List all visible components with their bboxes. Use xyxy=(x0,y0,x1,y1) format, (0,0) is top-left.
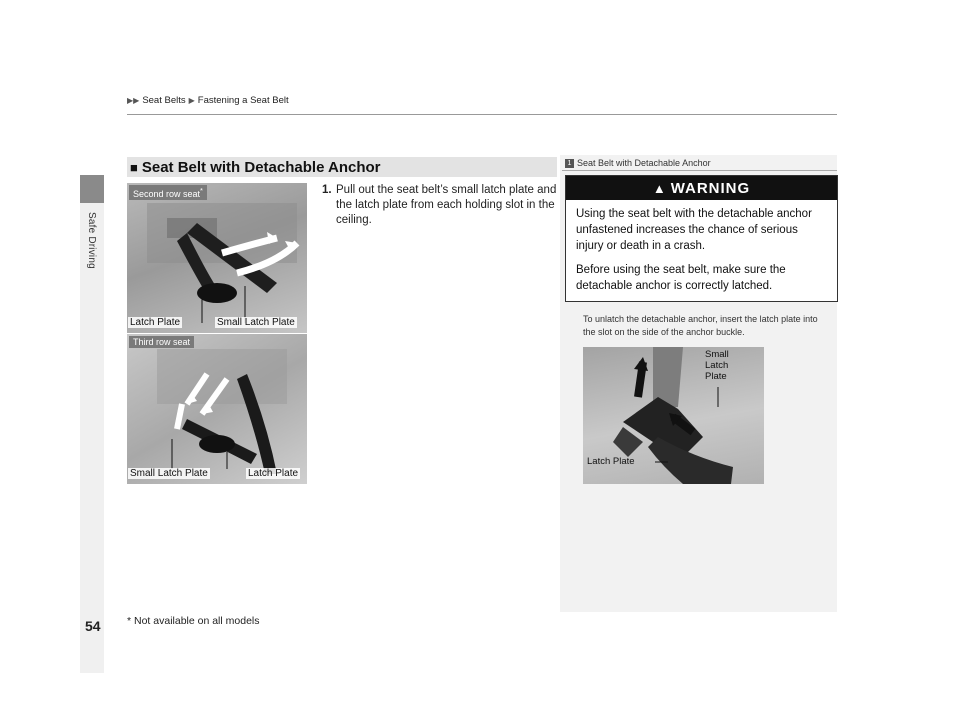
breadcrumb-arrow-icon: ▶▶ xyxy=(127,96,140,105)
ceiling-illustration xyxy=(127,334,307,484)
note-number-icon: 1 xyxy=(565,159,574,168)
label-latch-plate: Latch Plate xyxy=(587,456,635,467)
warning-box xyxy=(565,175,838,302)
warning-header xyxy=(566,176,837,200)
anchor-buckle-photo xyxy=(583,347,764,484)
note-title: Seat Belt with Detachable Anchor xyxy=(577,158,711,168)
breadcrumb-arrow-icon: ▶ xyxy=(188,96,195,105)
footnote: * Not available on all models xyxy=(127,615,260,627)
unlatch-instructions: To unlatch the detachable anchor, insert the latch plate into the slot on the side of the anchor buckle. xyxy=(583,314,818,337)
page-number: 54 xyxy=(85,618,101,634)
section-square-icon: ■ xyxy=(130,159,138,175)
step-number: 1. xyxy=(322,184,332,196)
ceiling-illustration xyxy=(127,183,307,333)
warning-heading: WARNING xyxy=(670,179,751,197)
second-row-seat-photo xyxy=(127,183,307,333)
step-text: Pull out the seat belt’s small latch plate and the latch plate from each holding slot in the ceiling. xyxy=(336,184,557,226)
photo-tag-second-row: Second row seat* xyxy=(129,185,207,200)
photo-tag-third-row: Third row seat xyxy=(129,336,194,348)
label-small-latch-plate: Small Latch Plate xyxy=(130,468,208,479)
note-heading xyxy=(565,158,711,168)
warning-triangle-icon: ▲ xyxy=(652,180,667,196)
chapter-tab-strip xyxy=(80,203,104,673)
label-small-latch-plate: Small Latch Plate xyxy=(705,349,729,382)
chapter-tab-marker xyxy=(80,175,104,203)
third-row-seat-photo xyxy=(127,334,307,484)
warning-paragraph-2: Before using the seat belt, make sure the detachable anchor is correctly latched. xyxy=(576,264,786,292)
section-title: Seat Belt with Detachable Anchor xyxy=(141,158,381,176)
breadcrumb-item-seat-belts[interactable]: Seat Belts xyxy=(142,95,186,106)
label-latch-plate: Latch Plate xyxy=(130,317,181,328)
note-divider xyxy=(562,170,837,171)
footnote-marker: * xyxy=(200,186,203,195)
section-header xyxy=(127,157,557,177)
breadcrumb-item-fastening[interactable]: Fastening a Seat Belt xyxy=(197,95,289,106)
breadcrumb xyxy=(127,95,289,106)
warning-paragraph-1: Using the seat belt with the detachable anchor unfastened increases the chance of serious injury or death in a crash. xyxy=(576,208,812,252)
chapter-label: Safe Driving xyxy=(86,212,97,269)
instruction-step xyxy=(322,183,558,228)
label-small-latch-plate: Small Latch Plate xyxy=(217,317,295,328)
label-latch-plate: Latch Plate xyxy=(248,468,299,479)
header-divider xyxy=(127,114,837,115)
